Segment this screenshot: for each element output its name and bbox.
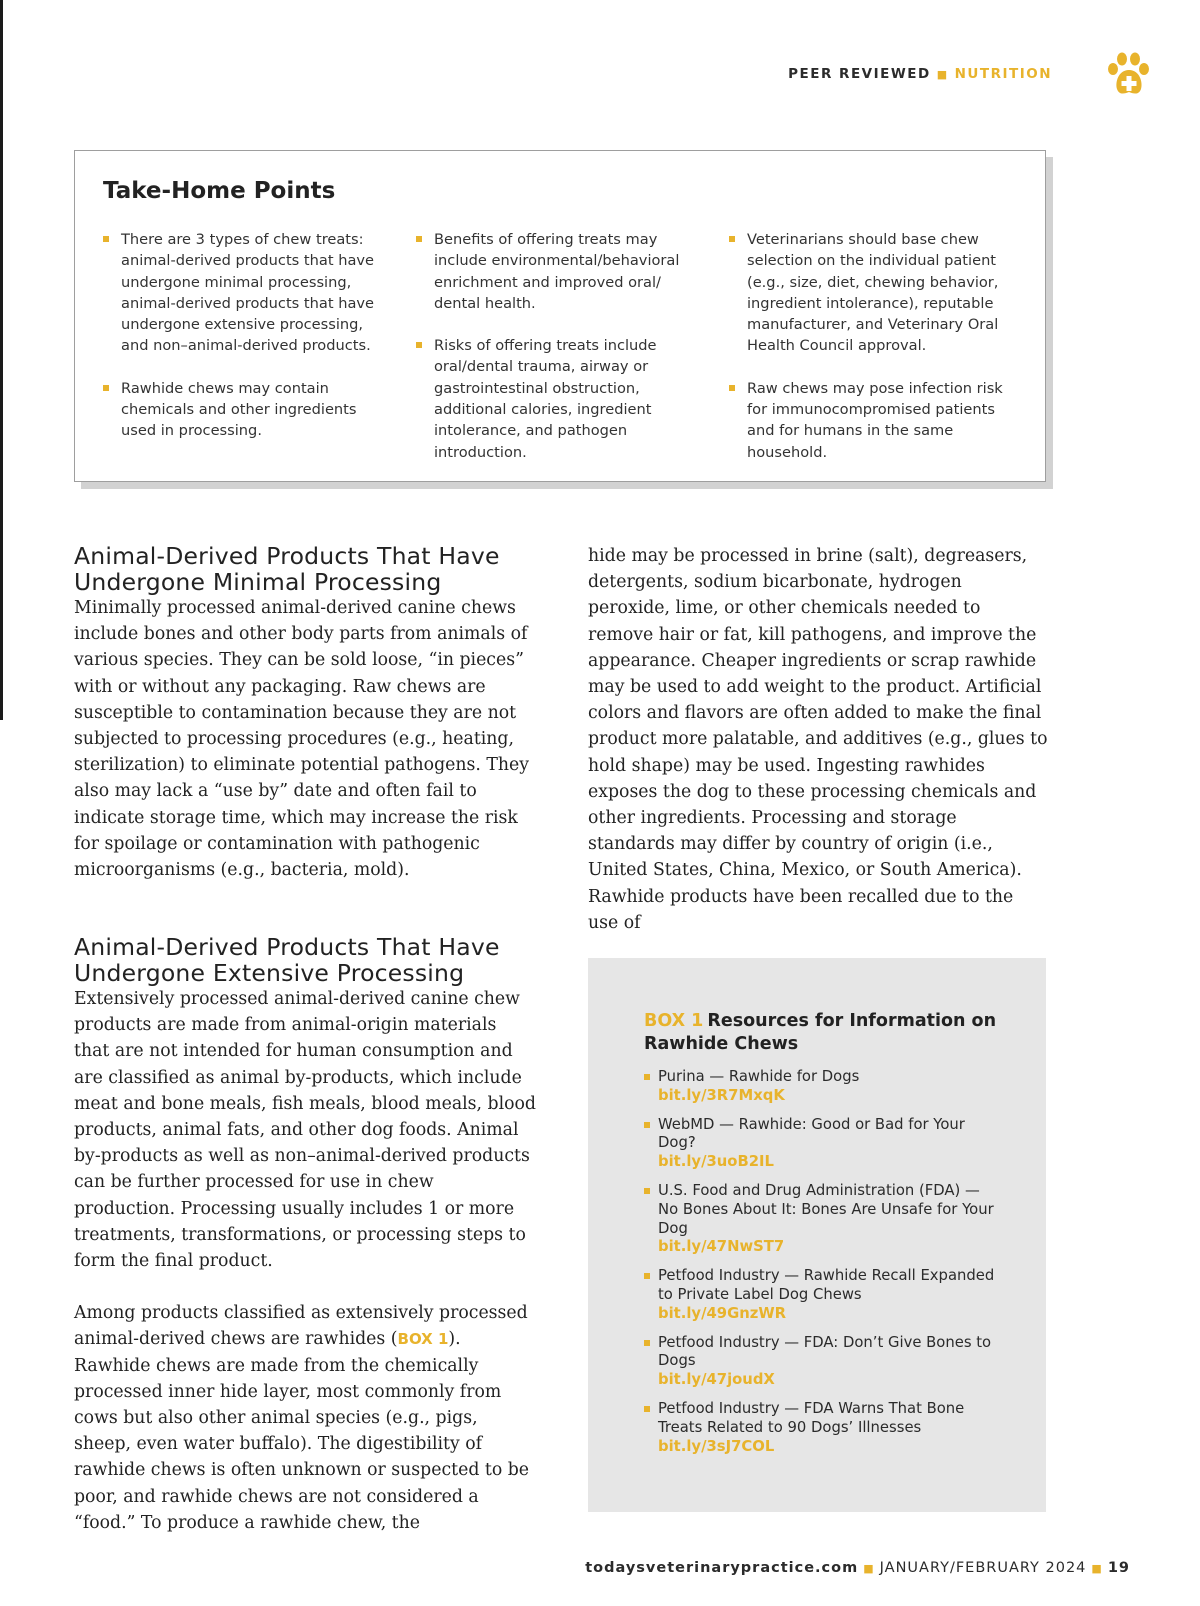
footer-issue: JANUARY/FEBRUARY 2024 [879,1560,1087,1576]
take-home-column-1 [103,229,393,463]
box1-heading: Resources for Information on Rawhide Chews [644,1011,997,1054]
resource-link[interactable]: bit.ly/49GnzWR [658,1304,787,1322]
resource-list [644,1068,1004,1466]
take-home-column-2 [416,229,706,484]
resource-item: Purina — Rawhide for Dogs bit.ly/3R7MxqK [644,1068,1004,1106]
body-paragraph: Extensively processed animal-derived canine chew products are made from animal-origin materials that are not intended for human consumption and are classified as animal by-products, which include meat and bone meals, fish meals, blood meals, blood products, animal fats, and other dog foods. Animal by-products as well as non–animal-derived products can be further processed for use in chew production. Processing usually includes 1 or more treatments, transformations, or processing steps to form the final product. [74,989,536,1272]
resource-link[interactable]: bit.ly/47joudX [658,1371,775,1389]
body-paragraph: Minimally processed animal-derived canine chews include bones and other body parts from animals of various species. They can be sold loose, “in pieces” with or without any packaging. Raw chews are susceptible to contamination because they are not subjected to processing procedures (e.g., heating, sterilization) to eliminate potential pathogens. They also may lack a “use by” date and often fail to indicate storage time, which may increase the risk for spoilage or contamination with pathogenic microorganisms (e.g., bacteria, mold). [74,598,529,881]
page-edge-rule [0,0,3,720]
section-heading: Animal-Derived Products That Have Undergone Extensive Processing [74,933,500,987]
section-extensive-processing [74,934,536,1536]
take-home-point: Benefits of offering treats may include environmental/behavioral enrichment and improved oral/ dental health. [416,229,706,314]
section-heading: Animal-Derived Products That Have Undergone Minimal Processing [74,542,500,596]
box1-resources [588,958,1046,1512]
box1-reference-link[interactable]: BOX 1 [397,1330,449,1349]
right-column-continuation [588,543,1048,936]
resource-link[interactable]: bit.ly/47NwST7 [658,1238,785,1256]
resource-item: Petfood Industry — FDA: Don’t Give Bones to Dogs bit.ly/47joudX [644,1334,1004,1390]
resource-item: WebMD — Rawhide: Good or Bad for Your Dog? bit.ly/3uoB2IL [644,1116,1004,1172]
separator-dot: ■ [1091,1562,1103,1575]
take-home-point: Rawhide chews may contain chemicals and other ingredients used in processing. [103,378,393,442]
take-home-point: Risks of offering treats include oral/dental trauma, airway or gastrointestinal obstruction, additional calories, ingredient intolerance, and pathogen introduction. [416,335,706,463]
take-home-point: There are 3 types of chew treats: animal-derived products that have undergone minimal processing, animal-derived products that have undergone extensive processing, and non–animal-derived products. [103,229,393,357]
separator-dot: ■ [936,68,949,81]
body-paragraph: hide may be processed in brine (salt), degreasers, detergents, sodium bicarbonate, hydrogen peroxide, lime, or other chemicals needed to remove hair or fat, kill pathogens, and improve the appearance. Cheaper ingredients or scrap rawhide may be used to add weight to the product. Artificial colors and flavors are often added to make the final product more palatable, and additives (e.g., glues to hold shape) may be used. Ingesting rawhides exposes the dog to these processing chemicals and other ingredients. Processing and storage standards may differ by country of origin (i.e., United States, China, Mexico, or South America). Rawhide products have been recalled due to the use of [588,546,1048,933]
take-home-point: Veterinarians should base chew selection on the individual patient (e.g., size, diet, chewing behavior, ingredient intolerance), reputable manufacturer, and Veterinary Oral Health Council approval. [729,229,1019,357]
resource-link[interactable]: bit.ly/3sJ7COL [658,1437,775,1455]
resource-link[interactable]: bit.ly/3uoB2IL [658,1153,774,1171]
take-home-title: Take-Home Points [103,178,336,204]
box1-title [644,1010,1004,1056]
running-header [788,66,1052,82]
take-home-points-box [74,150,1046,482]
paw-plus-icon [1104,50,1154,100]
body-paragraph: Among products classified as extensively processed animal-derived chews are rawhides (BOX 1). Rawhide chews are made from the chemically processed inner hide layer, most commonly from cows but also other animal species (e.g., pigs, sheep, even water buffalo). The digestibility of rawhide chews is often unknown or suspected to be poor, and rawhide chews are not considered a “food.” To produce a rawhide chew, the [74,1303,529,1533]
resource-item: U.S. Food and Drug Administration (FDA) — No Bones About It: Bones Are Unsafe for Your Dog bit.ly/47NwST7 [644,1182,1004,1257]
page-number: 19 [1107,1560,1130,1576]
take-home-point: Raw chews may pose infection risk for immunocompromised patients and for humans in the same household. [729,378,1019,463]
resource-item: Petfood Industry — Rawhide Recall Expanded to Private Label Dog Chews bit.ly/49GnzWR [644,1267,1004,1323]
box1-label: BOX 1 [644,1011,704,1031]
resource-item: Petfood Industry — FDA Warns That Bone Treats Related to 90 Dogs’ Illnesses bit.ly/3sJ7COL [644,1400,1004,1456]
page-footer [585,1560,1130,1576]
footer-site[interactable]: todaysveterinarypractice.com [585,1560,859,1576]
section-minimal-processing [74,543,536,883]
take-home-column-3 [729,229,1019,484]
section-label: NUTRITION [954,66,1052,82]
peer-reviewed-label: PEER REVIEWED [788,66,931,82]
resource-link[interactable]: bit.ly/3R7MxqK [658,1086,785,1104]
separator-dot: ■ [863,1562,875,1575]
